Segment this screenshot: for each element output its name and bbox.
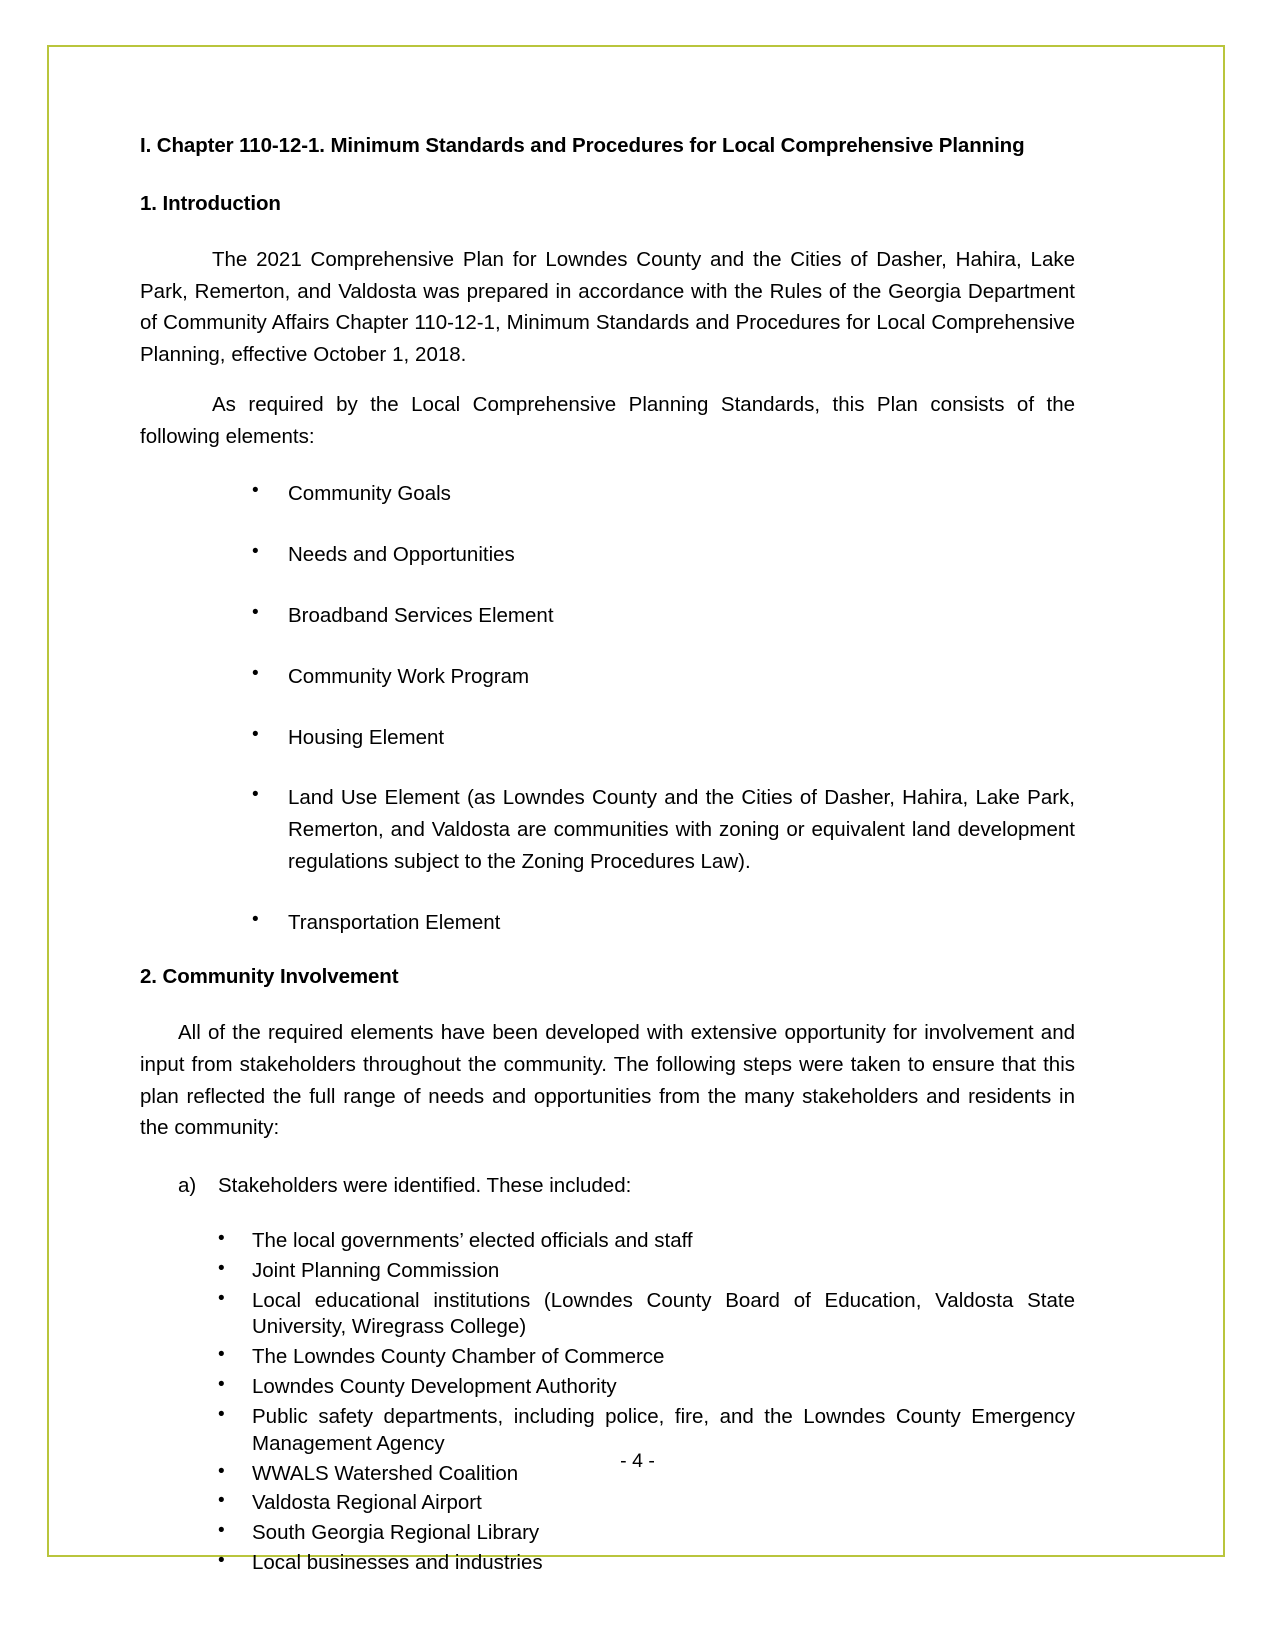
chapter-heading: I. Chapter 110-12-1. Minimum Standards and Procedures for Local Comprehensive Planning: [140, 134, 1025, 157]
spacer: [140, 1144, 1075, 1170]
list-item: • Broadband Services Element: [140, 600, 1075, 632]
spacer: [140, 452, 1075, 478]
stakeholders-list: [140, 1228, 1075, 1577]
introduction-paragraph-2: As required by the Local Comprehensive Planning Standards, this Plan consists of the following elements:: [140, 392, 1075, 448]
page-number: - 4 -: [620, 1450, 655, 1472]
list-item: • WWALS Watershed Coalition: [140, 1461, 1075, 1488]
list-item: • Transportation Element: [140, 907, 1075, 939]
list-item: • Needs and Opportunities: [140, 539, 1075, 571]
list-item: • South Georgia Regional Library: [140, 1520, 1075, 1547]
list-item: • Housing Element: [140, 722, 1075, 754]
steps-list: [140, 1170, 1075, 1202]
spacer: [140, 1202, 1075, 1228]
list-item: • Land Use Element (as Lowndes County and the Cities of Dasher, Hahira, Lake Park, Remerton, and Valdosta are communities with zoning or equivalent land development regulations subject to the Zoning Procedures Law).: [140, 782, 1075, 877]
list-item-a: [140, 1170, 1075, 1202]
list-item: • Local businesses and industries: [140, 1550, 1075, 1577]
list-item: • Joint Planning Commission: [140, 1258, 1075, 1285]
list-item: • Valdosta Regional Airport: [140, 1490, 1075, 1517]
list-item: • The Lowndes County Chamber of Commerce: [140, 1344, 1075, 1371]
community-involvement-paragraph: All of the required elements have been developed with extensive opportunity for involvement and input from stakeholders throughout the community. The following steps were taken to ensure that this plan reflected the full range of needs and opportunities from the many stakeholders and residents in the community:: [140, 1021, 1075, 1140]
list-item-text: Stakeholders were identified. These included:: [218, 1174, 632, 1198]
list-item: • Community Goals: [140, 478, 1075, 510]
spacer: [140, 991, 1075, 1017]
list-item: • Lowndes County Development Authority: [140, 1374, 1075, 1401]
spacer: [140, 218, 1075, 244]
list-item: • Community Work Program: [140, 661, 1075, 693]
spacer: [140, 371, 1075, 389]
list-item: • Local educational institutions (Lowndes County Board of Education, Valdosta State University, Wiregrass College): [140, 1288, 1075, 1342]
spacer: [140, 938, 1075, 964]
community-involvement-heading: 2. Community Involvement: [140, 965, 399, 989]
list-marker: a): [178, 1174, 197, 1198]
introduction-paragraph-1: The 2021 Comprehensive Plan for Lowndes County and the Cities of Dasher, Hahira, Lake Park, Remerton, and Valdosta was prepared in accordance with the Rules of the Georgia Department of Community Affairs Chapter 110-12-1, Minimum Standards and Procedures for Local Comprehensive Planning, effective October 1, 2018.: [140, 247, 1075, 367]
plan-elements-list: [140, 478, 1075, 938]
spacer: [140, 159, 1075, 191]
introduction-heading: 1. Introduction: [140, 192, 281, 216]
list-item: • The local governments’ elected officials and staff: [140, 1228, 1075, 1255]
list-item: • Public safety departments, including police, fire, and the Lowndes County Emergency Management Agency: [140, 1404, 1075, 1458]
page-content: [140, 132, 1075, 1580]
